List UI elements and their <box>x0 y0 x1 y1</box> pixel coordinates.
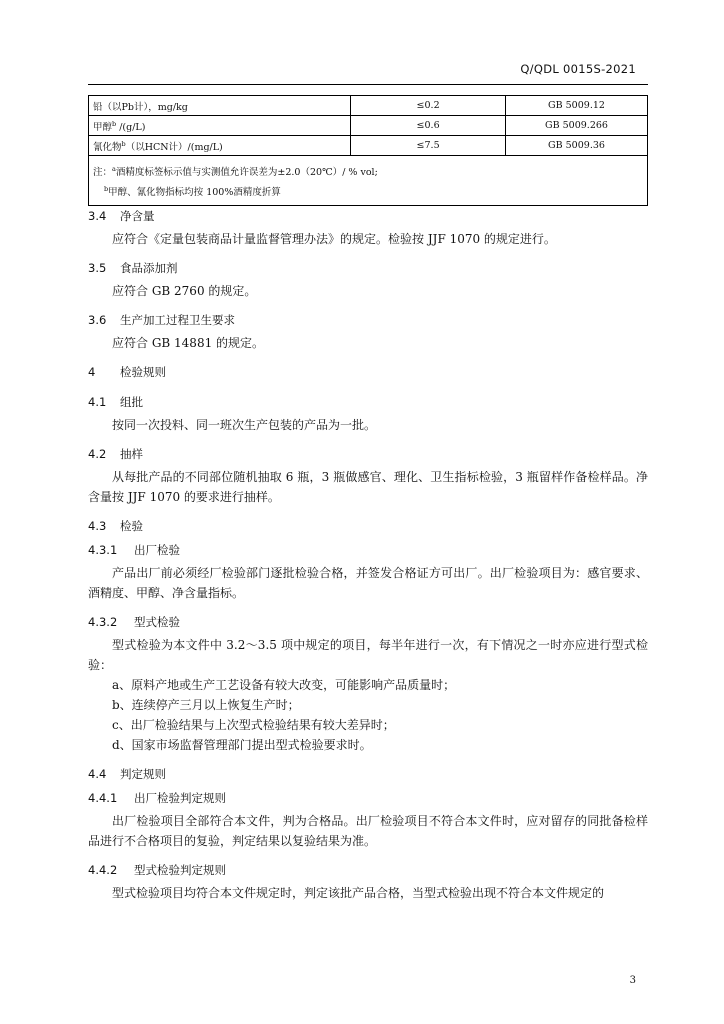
table-cell-item: 铅（以Pb计），mg/kg <box>89 96 351 116</box>
document-body <box>88 205 648 911</box>
spec-table <box>88 95 648 206</box>
section-text-4-4-1: 出厂检验项目全部符合本文件，判为合格品。出厂检验项目不符合本文件时，应对留存的同批备检样品进行不合格项目的复验，判定结果以复验结果为准。 <box>88 814 648 848</box>
section-text-4-2: 从每批产品的不同部位随机抽取 6 瓶，3 瓶做感官、理化、卫生指标检验，3 瓶留样作备检样品。净含量按 JJF 1070 的要求进行抽样。 <box>88 470 648 504</box>
table-cell-method: GB 5009.36 <box>505 136 647 156</box>
table-cell-limit: ≤7.5 <box>351 136 506 156</box>
section-heading-4-4-2: 4.4.2 型式检验判定规则 <box>88 863 226 877</box>
section-heading-4-2: 4.2 抽样 <box>88 447 143 461</box>
section-heading-4-3-1: 4.3.1 出厂检验 <box>88 543 180 557</box>
table-cell-limit: ≤0.6 <box>351 116 506 136</box>
section-heading-3-6: 3.6 生产加工过程卫生要求 <box>88 313 235 327</box>
footnote-mark: b <box>121 139 126 148</box>
list-item: a、原料产地或生产工艺设备有较大改变，可能影响产品质量时； <box>112 678 456 692</box>
section-text-3-6: 应符合 GB 14881 的规定。 <box>112 336 265 350</box>
section-text-4-3-1: 产品出厂前必须经厂检验部门逐批检验合格，并签发合格证方可出厂。出厂检验项目为：感官要求、酒精度、甲醇、净含量指标。 <box>88 566 648 600</box>
section-heading-4: 4 检验规则 <box>88 365 166 379</box>
list-item: c、出厂检验结果与上次型式检验结果有较大差异时； <box>112 718 395 732</box>
table-cell-item: 氰化物$^b$（以HCN计）/(mg/L) <box>89 136 351 156</box>
note-line-b: $^b$甲醇、氰化物指标均按 100%酒精度折算 <box>104 185 281 199</box>
table-note <box>89 156 648 206</box>
section-heading-4-1: 4.1 组批 <box>88 395 143 409</box>
table-cell-item: 甲醇$^b$ /(g/L) <box>89 116 351 136</box>
table-cell-limit: ≤0.2 <box>351 96 506 116</box>
table-row <box>89 116 648 136</box>
section-heading-4-3: 4.3 检验 <box>88 519 143 533</box>
footnote-mark: b <box>112 119 117 128</box>
table-note-row <box>89 156 648 206</box>
page-number: 3 <box>629 975 636 986</box>
section-text-3-4: 应符合《定量包装商品计量监督管理办法》的规定。检验按 JJF 1070 的规定进行。 <box>112 232 556 246</box>
table-cell-method: GB 5009.266 <box>505 116 647 136</box>
section-heading-3-4: 3.4 净含量 <box>88 209 155 223</box>
section-text-4-3-2: 型式检验为本文件中 3.2～3.5 项中规定的项目，每半年进行一次，有下情况之一时亦应进行型式检验： <box>88 638 648 672</box>
note-line-a: 注：$^a$酒精度标签标示值与实测值允许误差为±2.0（20℃）/ % vol; <box>93 165 378 179</box>
section-heading-3-5: 3.5 食品添加剂 <box>88 261 178 275</box>
section-text-3-5: 应符合 GB 2760 的规定。 <box>112 284 257 298</box>
list-item: b、连续停产三月以上恢复生产时； <box>112 698 300 712</box>
table-row <box>89 136 648 156</box>
section-heading-4-3-2: 4.3.2 型式检验 <box>88 615 180 629</box>
section-heading-4-4: 4.4 判定规则 <box>88 767 166 781</box>
header-rule <box>88 84 648 85</box>
section-heading-4-4-1: 4.4.1 出厂检验判定规则 <box>88 791 226 805</box>
table-row <box>89 96 648 116</box>
section-text-4-1: 按同一次投料、同一班次生产包装的产品为一批。 <box>112 418 377 432</box>
table-cell-method: GB 5009.12 <box>505 96 647 116</box>
document-code: Q/QDL 0015S-2021 <box>520 62 636 76</box>
section-text-4-4-2: 型式检验项目均符合本文件规定时，判定该批产品合格，当型式检验出现不符合本文件规定的 <box>112 886 605 900</box>
list-item: d、国家市场监督管理部门提出型式检验要求时。 <box>112 738 372 752</box>
